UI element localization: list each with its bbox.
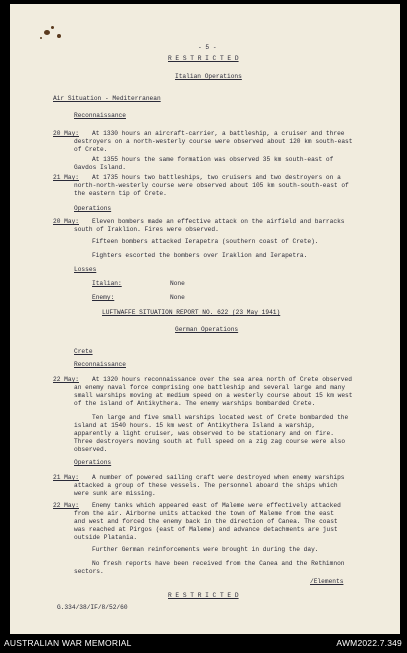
date-label: 20 May:	[53, 218, 79, 225]
paragraph-line: Ten large and five small warships located west of Crete bombarded the	[92, 414, 349, 421]
paragraph-line: sectors.	[74, 568, 104, 575]
reconnaissance-heading: Reconnaissance	[74, 112, 126, 119]
report-title: LUFTWAFFE SITUATION REPORT NO. 622 (23 May 1941)	[102, 309, 281, 316]
paragraph-line: was reached at Pirgos (east of Maleme) and advance detachments are just	[74, 526, 338, 533]
ink-stain	[40, 37, 42, 39]
footer-accession-number: AWM2022.7.349	[336, 638, 402, 648]
ink-stain	[51, 26, 54, 29]
paragraph-line: the eastern tip of Crete.	[74, 190, 167, 197]
paragraph-line: island at 1540 hours. 15 km west of Antikythera Island a warship,	[74, 422, 316, 429]
paragraph-line: Fighters escorted the bombers over Iraklion and Ierapetra.	[92, 252, 308, 259]
paragraph-line: A number of powered sailing craft were destroyed when enemy warships	[92, 474, 345, 481]
operations-heading: Operations	[74, 205, 112, 212]
paragraph-line: At 1330 hours an aircraft-carrier, a battleship, a cruiser and three	[92, 130, 345, 137]
paragraph-line: Enemy tanks which appeared east of Maleme were effectively attacked	[92, 502, 341, 509]
paragraph-line: north-north-westerly course were observed about 105 km south-south-east of	[74, 182, 349, 189]
paragraph-line: attacked a group of these vessels. The personnel aboard the ships which	[74, 482, 338, 489]
paragraph-line: Fifteen bombers attacked Ierapetra (southern coast of Crete).	[92, 238, 319, 245]
losses-heading: Losses	[74, 266, 97, 273]
reconnaissance-heading: Reconnaissance	[74, 361, 126, 368]
german-operations-heading: German Operations	[175, 326, 239, 333]
continuation-marker: /Elements	[310, 578, 344, 585]
paragraph-line: apparently a light cruiser, was observed to be stationary and on fire.	[74, 430, 334, 437]
ink-stain	[57, 34, 61, 38]
loss-label: Italian:	[92, 280, 122, 287]
paragraph-line: At 1320 hours reconnaissance over the sea area north of Crete observed	[92, 376, 352, 383]
paragraph-line: and west and forced the enemy back in the direction of Canea. The coast	[74, 518, 338, 525]
italian-operations-heading: Italian Operations	[175, 73, 242, 80]
paragraph-line: small warships moving at medium speed on a westerly course about 15 km west	[74, 392, 353, 399]
paragraph-line: At 1355 hours the same formation was observed 35 km south-east of	[92, 156, 334, 163]
footer-institution: AUSTRALIAN WAR MEMORIAL	[4, 638, 132, 648]
paragraph-line: Gavdos Island.	[74, 164, 126, 171]
paragraph-line: of Crete.	[74, 146, 108, 153]
date-label: 21 May:	[53, 474, 79, 481]
date-label: 22 May:	[53, 376, 79, 383]
paragraph-line: of the island of Antikythera. The enemy warships bombarded Crete.	[74, 400, 316, 407]
classification-top: R E S T R I C T E D	[168, 55, 239, 62]
paragraph-line: No fresh reports have been received from the Canea and the Rethimnon	[92, 560, 345, 567]
paragraph-line: from the air. Airborne units attacked the town of Maleme from the east	[74, 510, 334, 517]
page-number: - 5 -	[198, 44, 217, 51]
paragraph-line: Three destroyers moving south at full speed on a zig zag course were also	[74, 438, 346, 445]
loss-value: None	[170, 294, 185, 301]
crete-heading: Crete	[74, 348, 93, 355]
air-situation-heading: Air Situation - Mediterranean	[53, 95, 161, 102]
paragraph-line: south of Iraklion. Fires were observed.	[74, 226, 219, 233]
paragraph-line: destroyers on a north-westerly course were observed about 120 km south-east	[74, 138, 353, 145]
date-label: 20 May:	[53, 130, 79, 137]
ink-stain	[44, 30, 50, 35]
archive-footer-bar	[0, 634, 407, 653]
date-label: 22 May:	[53, 502, 79, 509]
paragraph-line: observed.	[74, 446, 108, 453]
paragraph-line: an enemy naval force comprising one battleship and several large and many	[74, 384, 346, 391]
document-page	[10, 4, 400, 634]
paragraph-line: At 1735 hours two battleships, two cruisers and two destroyers on a	[92, 174, 341, 181]
classification-bottom: R E S T R I C T E D	[168, 592, 239, 599]
paragraph-line: outside Platania.	[74, 534, 138, 541]
paragraph-line: Further German reinforcements were brought in during the day.	[92, 546, 319, 553]
file-reference: G.334/38/IF/8/52/60	[57, 604, 128, 611]
date-label: 21 May:	[53, 174, 79, 181]
paragraph-line: were sunk are missing.	[74, 490, 156, 497]
paragraph-line: Eleven bombers made an effective attack on the airfield and barracks	[92, 218, 345, 225]
loss-label: Enemy:	[92, 294, 115, 301]
operations-heading: Operations	[74, 459, 112, 466]
loss-value: None	[170, 280, 185, 287]
